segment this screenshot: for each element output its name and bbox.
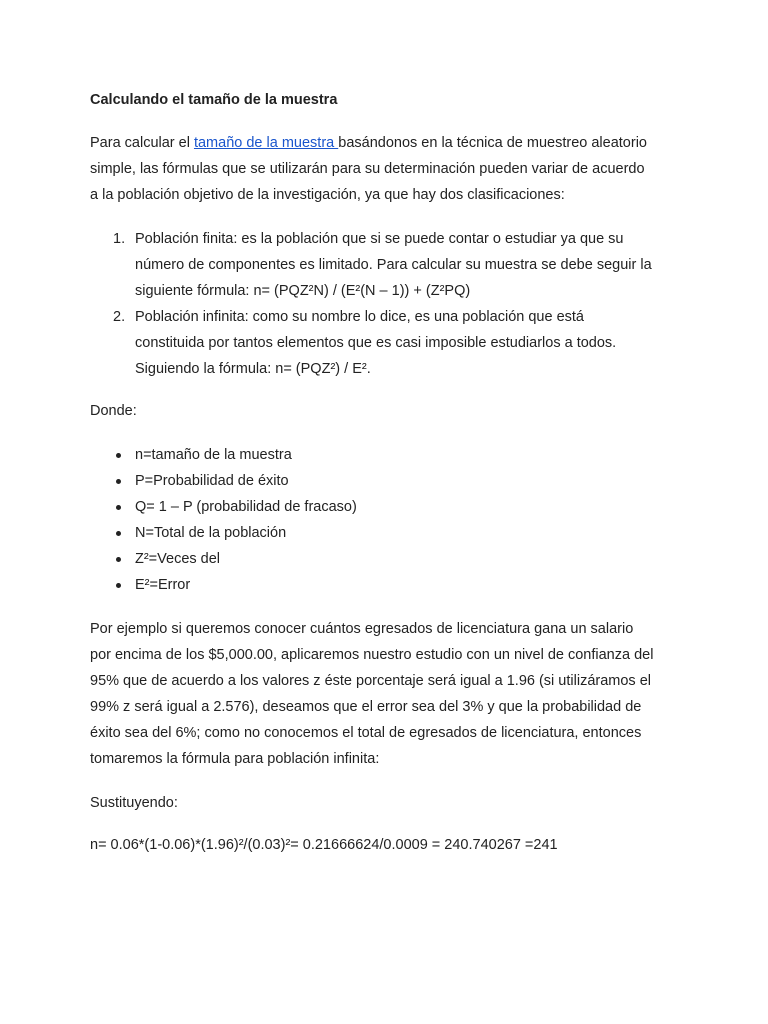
- list-item: [90, 520, 690, 546]
- bullet-text: n=tamaño de la muestra: [135, 447, 292, 463]
- intro-paragraph: [90, 130, 710, 208]
- intro-text-start: Para calcular el: [90, 135, 194, 151]
- item-line: constituida por tantos elementos que es casi imposible estudiarlos a todos.: [135, 335, 617, 351]
- example-line: Por ejemplo si queremos conocer cuántos egresados de licenciatura gana un salario: [90, 621, 634, 637]
- list-item: [90, 494, 690, 520]
- list-number: 1.: [113, 231, 126, 247]
- list-item: [90, 572, 690, 598]
- bullet-text: N=Total de la población: [135, 525, 287, 541]
- list-item-infinite-population: [90, 304, 690, 382]
- bullet-text: P=Probabilidad de éxito: [135, 473, 289, 489]
- item-line: Siguiendo la fórmula: n= (PQZ²) / E².: [135, 361, 371, 377]
- bullet-icon: [116, 531, 121, 536]
- section-heading: Calculando el tamaño de la muestra: [90, 92, 338, 108]
- variables-list: [90, 442, 690, 598]
- example-line: 95% que de acuerdo a los valores z éste porcentaje será igual a 1.96 (si utilizáramos el: [90, 673, 651, 689]
- item-line: siguiente fórmula: n= (PQZ²N) / (E²(N – 1)) + (Z²PQ): [135, 283, 471, 299]
- example-line: tomaremos la fórmula para población infinita:: [90, 751, 380, 767]
- intro-line2: simple, las fórmulas que se utilizarán para su determinación pueden variar de acuerdo: [90, 161, 645, 177]
- list-item-finite-population: [90, 226, 690, 304]
- bullet-text: Q= 1 – P (probabilidad de fracaso): [135, 499, 357, 515]
- intro-line1-rest: basándonos en la técnica de muestreo aleatorio: [338, 135, 647, 151]
- list-number: 2.: [113, 309, 126, 325]
- bullet-text: E²=Error: [135, 577, 191, 593]
- population-types-list: [90, 226, 690, 382]
- sustituyendo-label: Sustituyendo:: [90, 795, 178, 811]
- bullet-icon: [116, 453, 121, 458]
- result-formula: n= 0.06*(1-0.06)*(1.96)²/(0.03)²= 0.21666624/0.0009 = 240.740267 =241: [90, 837, 558, 853]
- example-paragraph: [90, 616, 710, 772]
- example-line: éxito sea del 6%; como no conocemos el total de egresados de licenciatura, entonces: [90, 725, 642, 741]
- item-line: Población finita: es la población que si se puede contar o estudiar ya que su: [135, 231, 624, 247]
- bullet-icon: [116, 505, 121, 510]
- sample-size-link[interactable]: tamaño de la muestra: [193, 135, 339, 151]
- list-item: [90, 442, 690, 468]
- list-item: [90, 468, 690, 494]
- bullet-icon: [116, 479, 121, 484]
- intro-line3: a la población objetivo de la investigación, ya que hay dos clasificaciones:: [90, 187, 565, 203]
- item-line: Población infinita: como su nombre lo dice, es una población que está: [135, 309, 584, 325]
- donde-label: Donde:: [90, 403, 137, 419]
- item-line: número de componentes es limitado. Para calcular su muestra se debe seguir la: [135, 257, 652, 273]
- list-item: [90, 546, 690, 572]
- example-line: por encima de los $5,000.00, aplicaremos nuestro estudio con un nivel de confianza del: [90, 647, 654, 663]
- example-line: 99% z será igual a 2.576), deseamos que el error sea del 3% y que la probabilidad de: [90, 699, 642, 715]
- bullet-icon: [116, 557, 121, 562]
- bullet-icon: [116, 583, 121, 588]
- bullet-text: Z²=Veces del: [135, 551, 221, 567]
